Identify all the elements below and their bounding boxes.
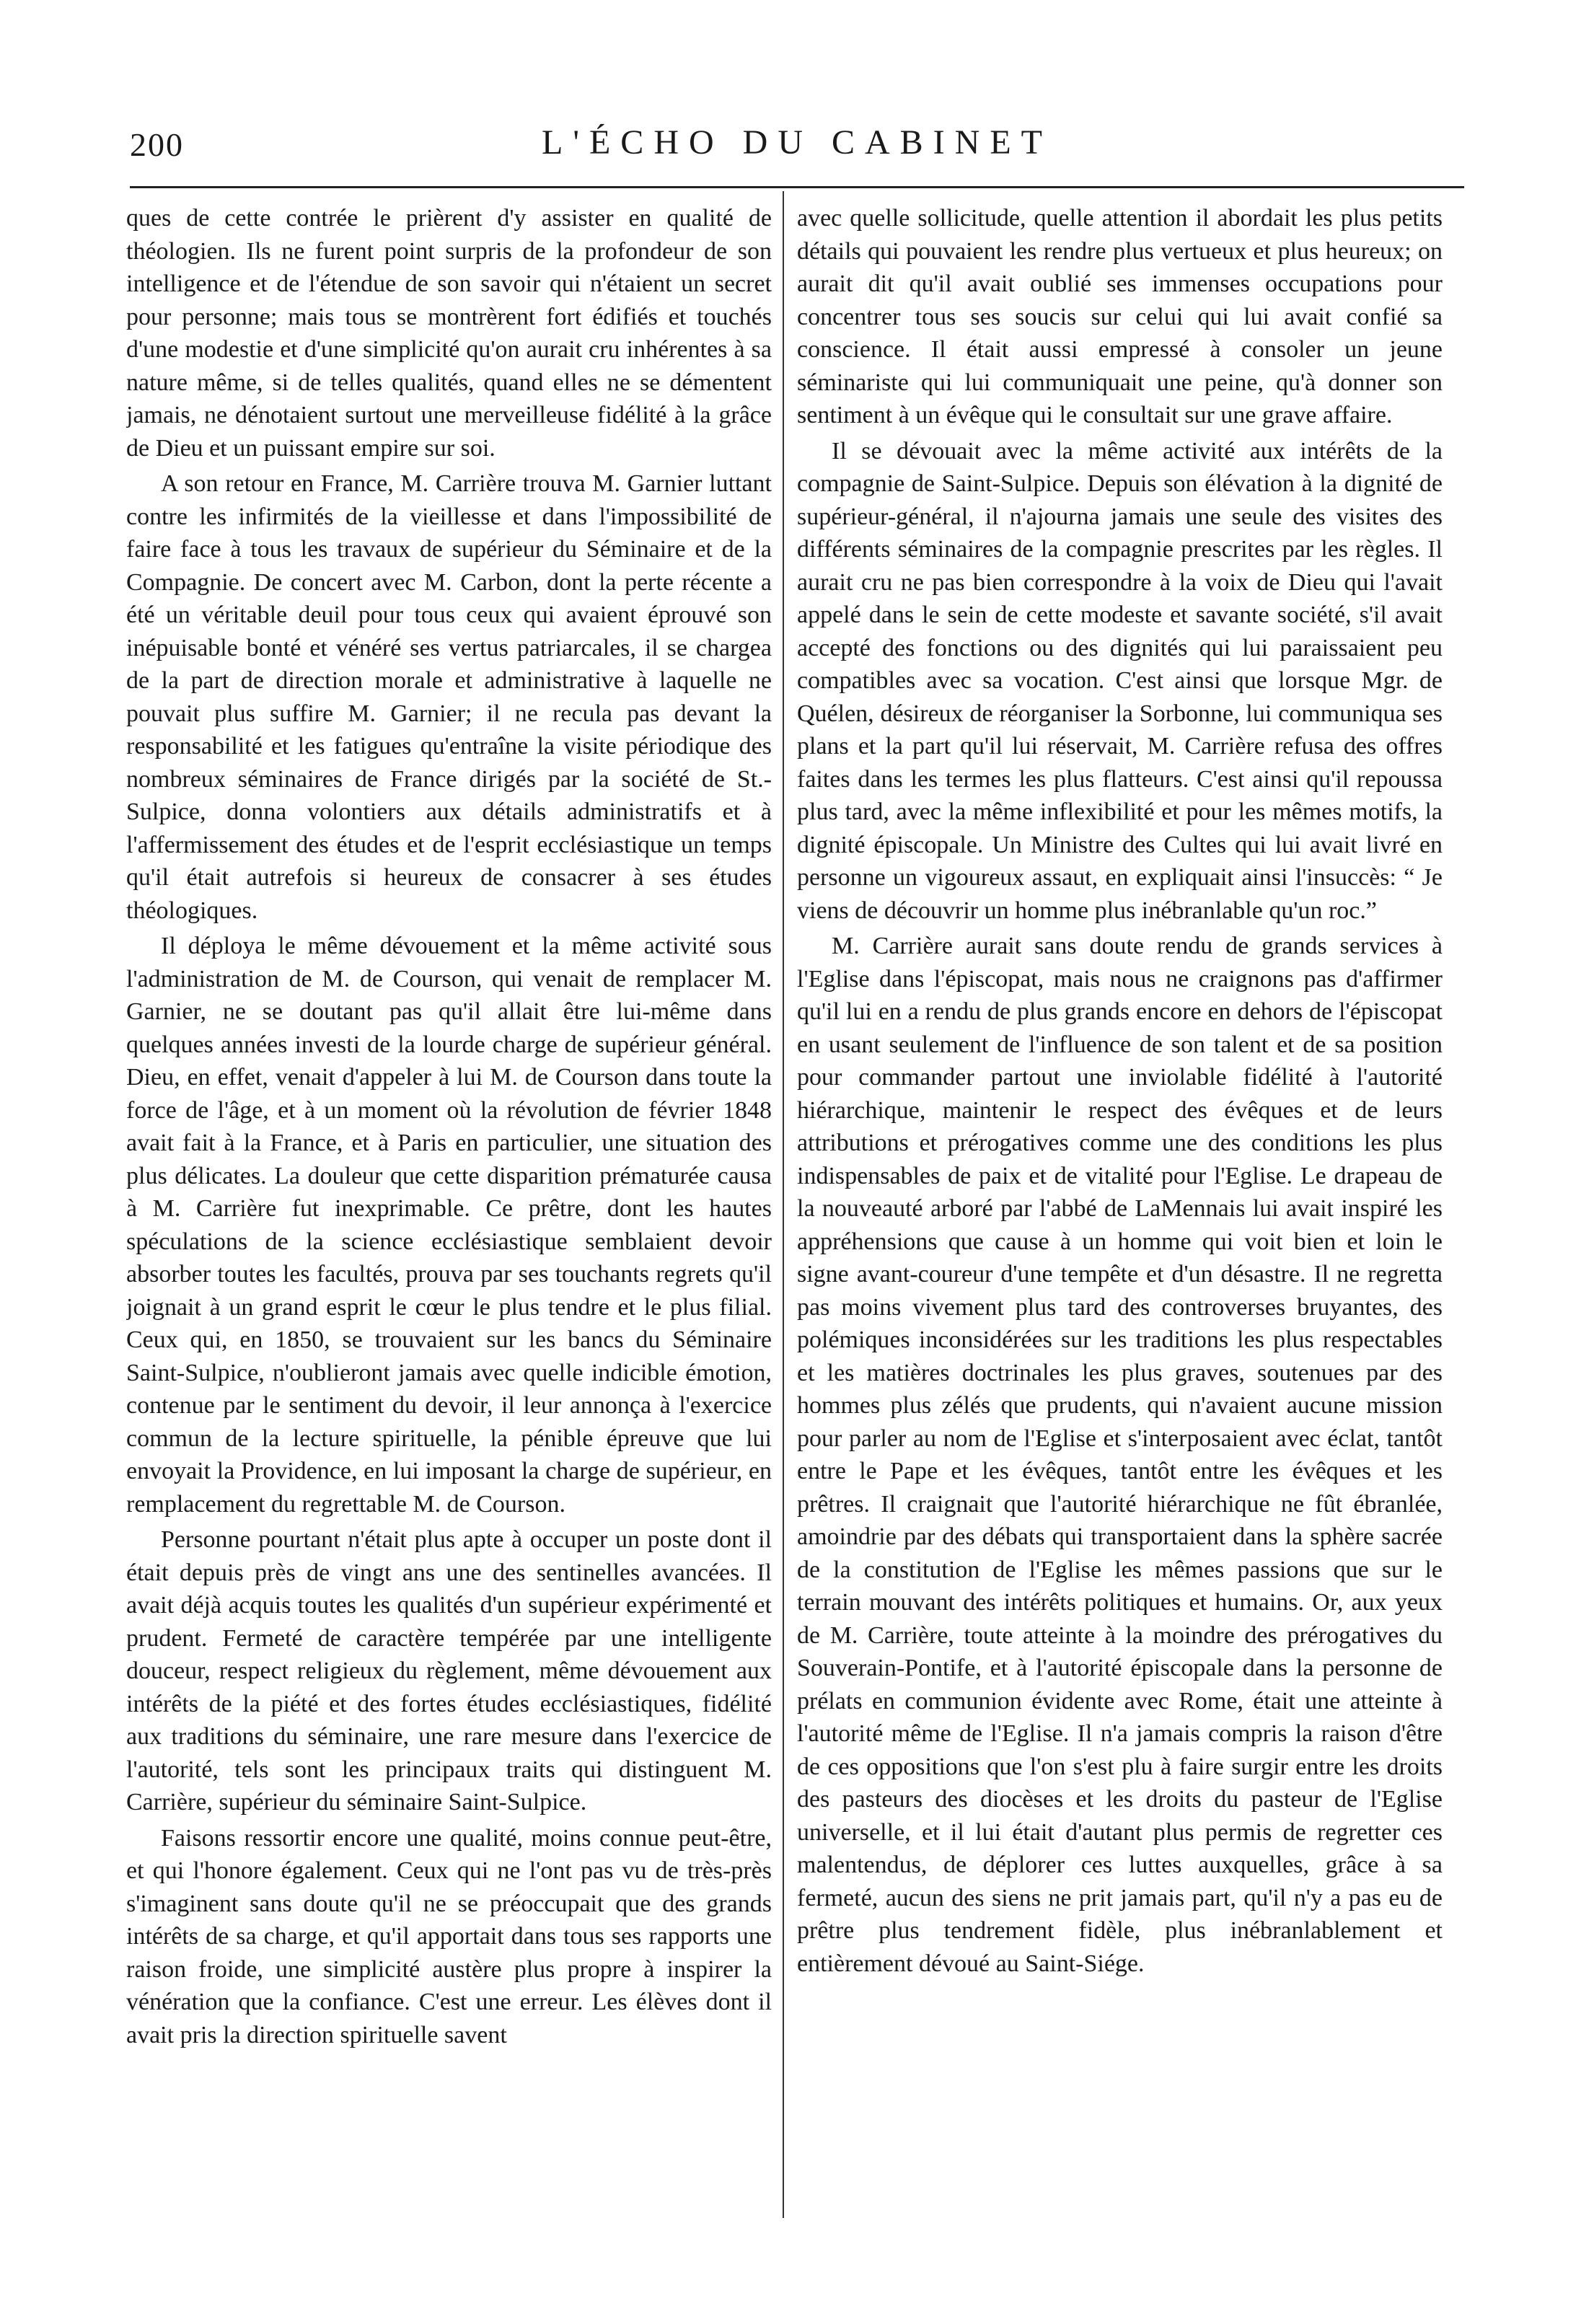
- paragraph: M. Carrière aurait sans doute rendu de grands services à l'Eglise dans l'épiscopat, mais nous ne craignons pas d'affirmer qu'il lui en a rendu de plus grands encore en dehors de l'épiscopat en usant seulement de l'influence de son talent et de sa position pour commander partout une inviolable fidélité à l'autorité hiérarchique, maintenir le respect des évêques et de leurs attributions et prérogatives comme une des conditions les plus indispensables de paix et de vitalité pour l'Eglise. Le drapeau de la nouveauté arboré par l'abbé de LaMennais lui avait inspiré les appréhensions que cause à un homme qui voit bien et loin le signe avant-coureur d'une tempête et d'un désastre. Il ne regretta pas moins vivement plus tard des controverses bruyantes, des polémiques inconsidérées sur les traditions les plus respectables et les matières doctrinales les plus graves, soutenues par des hommes plus zélés que prudents, qui n'avaient aucune mission pour parler au nom de l'Eglise et s'interposaient avec éclat, tantôt entre le Pape et les évêques, tantôt entre les évêques et les prêtres. Il craignait que l'autorité hiérarchique ne fût ébranlée, amoindrie par des débats qui transportaient dans la sphère sacrée de la constitution de l'Eglise les mêmes passions que sur le terrain mouvant des intérêts politiques et humains. Or, aux yeux de M. Carrière, toute atteinte à la moindre des prérogatives du Souverain-Pontife, et à l'autorité épiscopale dans la personne de prélats en communion évidente avec Rome, était une atteinte à l'autorité même de l'Eglise. Il n'a jamais compris la raison d'être de ces oppositions que l'on s'est plu à faire surgir entre les droits des pasteurs des diocèses et les droits du pasteur de l'Eglise universelle, et il lui était d'autant plus permis de regretter ces malentendus, de déplorer ces luttes auxquelles, grâce à sa fermeté, aucun des siens ne prit jamais part, qu'il n'y a pas eu de prêtre plus tendrement fidèle, plus inébranlablement et entièrement dévoué au Saint-Siége.: [797, 933, 1443, 1977]
- paragraph: avec quelle sollicitude, quelle attention il abordait les plus petits détails qui pouvaient les rendre plus vertueux et plus heureux; on aurait dit qu'il avait oublié ses immenses occupations pour concentrer tous ses soucis sur celui qui lui avait confié sa conscience. Il était aussi empressé à consoler un jeune séminariste qui lui communiquait une peine, qu'à donner son sentiment à un évêque qui le consultait sur une grave affaire.: [797, 205, 1443, 428]
- paragraph: Faisons ressortir encore une qualité, moins connue peut-être, et qui l'honore également. Ceux qui ne l'ont pas vu de très-près s'imaginent sans doute qu'il ne se préoccupait que des grands intérêts de sa charge, et qu'il apportait dans tous ses rapports une raison froide, une simplicité austère plus propre à inspirer la vénération que la confiance. C'est une erreur. Les élèves dont il avait pris la direction spirituelle savent: [126, 1824, 772, 2048]
- running-title: L'ÉCHO DU CABINET: [542, 123, 1052, 162]
- page-number: 200: [130, 126, 184, 163]
- left-column: [126, 202, 772, 2214]
- paragraph: Il se dévouait avec la même activité aux intérêts de la compagnie de Saint-Sulpice. Depuis son élévation à la dignité de supérieur-général, il n'ajourna jamais une seule des visites des différents séminaires de la compagnie prescrites par les règles. Il aurait cru ne pas bien correspondre à la voix de Dieu qui l'avait appelé dans le sein de cette modeste et savante société, s'il avait accepté des fonctions ou des dignités qui lui paraissaient peu compatibles avec sa vocation. C'est ainsi que lorsque Mgr. de Quélen, désireux de réorganiser la Sorbonne, lui communiqua ses plans et la part qu'il lui réservait, M. Carrière refusa des offres faites dans les termes les plus flatteurs. C'est ainsi qu'il repoussa plus tard, avec la même inflexibilité et pour les mêmes motifs, la dignité épiscopale. Un Ministre des Cultes qui lui avait livré en personne un vigoureux assaut, en expliquait ainsi l'insuccès: “ Je viens de découvrir un homme plus inébranlable qu'un roc.”: [797, 437, 1443, 924]
- column-divider: [783, 191, 784, 2218]
- header-rule: [130, 186, 1464, 188]
- paragraph: Personne pourtant n'était plus apte à occuper un poste dont il était depuis près de vingt ans une des sentinelles avancées. Il avait déjà acquis toutes les qualités d'un supérieur expérimenté et prudent. Fermeté de caractère tempérée par une intelligente douceur, respect religieux du règlement, même dévouement aux intérêts de la piété et des fortes études ecclésiastiques, fidélité aux traditions du séminaire, une rare mesure dans l'exercice de l'autorité, tels sont les principaux traits qui distinguent M. Carrière, supérieur du séminaire Saint-Sulpice.: [126, 1526, 772, 1815]
- page-header: [130, 115, 1464, 180]
- paragraph: Il déploya le même dévouement et la même activité sous l'administration de M. de Courson, qui venait de remplacer M. Garnier, ne se doutant pas qu'il allait être lui-même dans quelques années investi de la lourde charge de supérieur général. Dieu, en effet, venait d'appeler à lui M. de Courson dans toute la force de l'âge, et à un moment où la révolution de février 1848 avait fait à la France, et à Paris en particulier, une situation des plus délicates. La douleur que cette disparition prématurée causa à M. Carrière fut inexprimable. Ce prêtre, dont les hautes spéculations de la science ecclésiastique semblaient devoir absorber toutes les facultés, prouva par ses touchants regrets qu'il joignait à un grand esprit le cœur le plus tendre et le plus filial. Ceux qui, en 1850, se trouvaient sur les bancs du Séminaire Saint-Sulpice, n'oublieront jamais avec quelle indicible émotion, contenue par le sentiment du devoir, il leur annonça à l'exercice commun de la lecture spirituelle, la pénible épreuve que lui envoyait la Providence, en lui imposant la charge de supérieur, en remplacement du regrettable M. de Courson.: [126, 933, 772, 1518]
- paragraph: ques de cette contrée le prièrent d'y assister en qualité de théologien. Ils ne furent point surpris de la profondeur de son intelligence et de l'étendue de son savoir qui n'étaient un secret pour personne; mais tous se montrèrent fort édifiés et touchés d'une modestie et d'une simplicité qu'on aurait cru inhérentes à sa nature même, si de telles qualités, quand elles ne se démentent jamais, ne dénotaient surtout une merveilleuse fidélité à la grâce de Dieu et un puissant empire sur soi.: [126, 205, 772, 462]
- paragraph: A son retour en France, M. Carrière trouva M. Garnier luttant contre les infirmités de la vieillesse et dans l'impossibilité de faire face à tous les travaux de supérieur du Séminaire et de la Compagnie. De concert avec M. Carbon, dont la perte récente a été un véritable deuil pour tous ceux qui avaient éprouvé son inépuisable bonté et vénéré ses vertus patriarcales, il se chargea de la part de direction morale et administrative à laquelle ne pouvait plus suffire M. Garnier; il ne recula pas devant la responsabilité et les fatigues qu'entraîne la visite périodique des nombreux séminaires de France dirigés par la société de St.-Sulpice, donna volontiers aux détails administratifs et à l'affermissement des études et de l'esprit ecclésiastique un temps qu'il était autrefois si heureux de consacrer à ses études théologiques.: [126, 470, 772, 924]
- right-column: [797, 202, 1443, 2214]
